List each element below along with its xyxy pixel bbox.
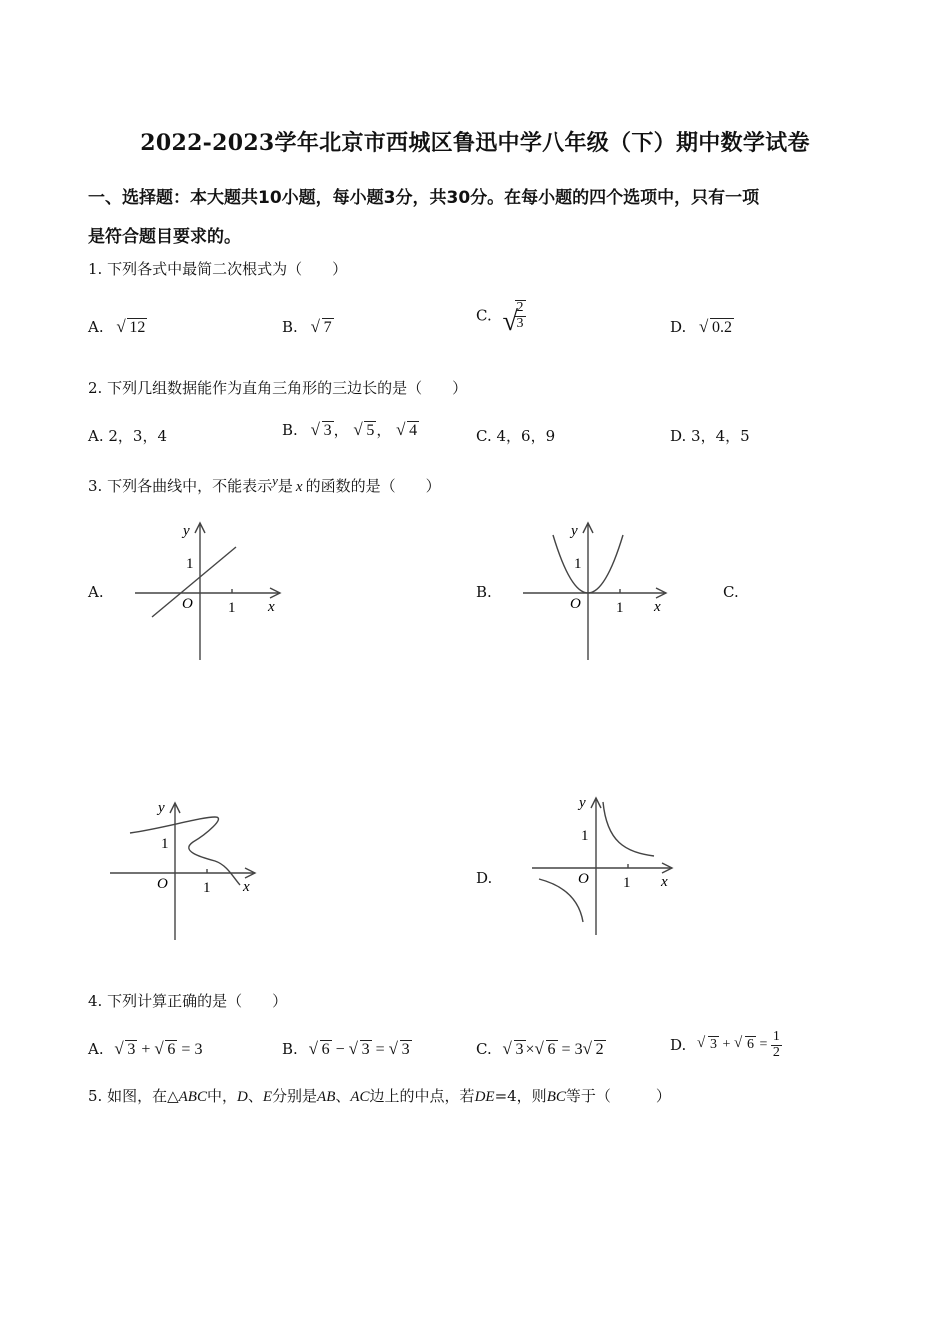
graph-a-line	[130, 515, 290, 665]
tick-label-x-1: 1	[203, 880, 211, 896]
tick-label-y-1: 1	[581, 828, 589, 844]
section-heading-line1: 一、选择题：本大题共10小题，每小题3分，共30分。在每小题的四个选项中，只有一项	[88, 188, 760, 208]
q1-option-d[interactable]	[670, 318, 734, 337]
option-label: A.	[88, 318, 104, 336]
graph-d-hyperbola	[527, 790, 687, 940]
q2-option-d[interactable]	[670, 425, 750, 446]
question-4-stem: 4. 下列计算正确的是（ ）	[88, 992, 288, 1010]
sqrt-expression: √ 3	[310, 420, 332, 439]
option-label: D.	[670, 1036, 687, 1055]
q2-option-b[interactable]: B. √ 3 ， √ 5 ， √ 4	[282, 420, 418, 439]
axis-label-y: y	[183, 523, 190, 539]
q4-option-b[interactable]	[282, 1040, 412, 1059]
axis-label-x: x	[268, 599, 275, 615]
sqrt-expression: √ 12	[116, 317, 146, 336]
tick-label-x-1: 1	[623, 875, 631, 891]
axis-label-x: x	[654, 599, 661, 615]
sqrt-expression: √ 7	[310, 317, 332, 336]
option-text: 2，3，4	[108, 427, 168, 445]
q3-option-b-label[interactable]: B.	[476, 583, 492, 601]
option-label: D.	[670, 318, 687, 336]
q3-option-c-label[interactable]: C.	[723, 583, 739, 601]
option-label: B.	[282, 1040, 298, 1058]
page-title: 2022-2023学年北京市西城区鲁迅中学八年级（下）期中数学试卷	[140, 130, 810, 156]
q1-option-a[interactable]	[88, 318, 147, 337]
sqrt-expression: √ 4	[396, 420, 418, 439]
option-label: A.	[88, 427, 104, 445]
tick-label-x-1: 1	[616, 600, 624, 616]
origin-label: O	[570, 596, 581, 612]
q3-option-a-label[interactable]: A.	[88, 583, 104, 601]
axis-label-y: y	[158, 800, 165, 816]
option-label: B.	[282, 421, 298, 439]
q4-option-c[interactable]	[476, 1040, 606, 1059]
section-heading-line2: 是符合题目要求的。	[88, 227, 241, 247]
option-label: C.	[476, 427, 492, 445]
math-expression: √ 3 × √ 6 = 3 √ 2	[502, 1039, 604, 1058]
origin-label: O	[578, 871, 589, 887]
question-5-stem: 5. 如图，在△ABC中，D、E分别是AB、AC边上的中点，若DE=4，则BC等于（ ）	[88, 1087, 671, 1105]
q4-option-a[interactable]	[88, 1040, 202, 1059]
q2-option-c[interactable]	[476, 425, 555, 446]
question-1-stem: 1. 下列各式中最简二次根式为（ ）	[88, 260, 348, 278]
axis-label-y: y	[579, 795, 586, 811]
question-2-stem: 2. 下列几组数据能作为直角三角形的三边长的是（ ）	[88, 379, 468, 397]
option-text: 3，4，5	[691, 427, 750, 445]
origin-label: O	[157, 876, 168, 892]
q1-option-c[interactable]	[476, 300, 526, 337]
q1-option-b[interactable]	[282, 318, 334, 337]
graph-b-parabola	[518, 515, 678, 665]
q3-option-d-label[interactable]: D.	[476, 869, 493, 887]
question-3-stem: 3. 下列各曲线中，不能表示y是 x 的函数的是（ ）	[88, 473, 441, 495]
option-label: D.	[670, 427, 687, 445]
option-label: A.	[88, 1040, 104, 1058]
tick-label-x-1: 1	[228, 600, 236, 616]
graph-c-curve	[105, 795, 265, 945]
tick-label-y-1: 1	[186, 556, 194, 572]
axis-label-x: x	[661, 874, 668, 890]
sqrt-fraction: √ $\frac{2}{3}$	[502, 300, 524, 337]
axis-label-x: x	[243, 879, 250, 895]
math-expression: √ 6 − √ 3 = √ 3	[308, 1039, 410, 1058]
math-expression: √ 3 + √ 6 = $\frac{1}{2}$	[697, 1029, 780, 1060]
origin-label: O	[182, 596, 193, 612]
tick-label-y-1: 1	[574, 556, 582, 572]
option-label: C.	[476, 306, 492, 325]
math-expression: √ 3 + √ 6 = 3	[114, 1039, 203, 1058]
sqrt-expression: √ 5	[353, 420, 375, 439]
option-label: C.	[476, 1040, 492, 1058]
option-label: B.	[282, 318, 298, 336]
axis-label-y: y	[571, 523, 578, 539]
tick-label-y-1: 1	[161, 836, 169, 852]
q4-option-d[interactable]	[670, 1030, 782, 1060]
sqrt-expression: √ 0.2	[699, 317, 733, 336]
q2-option-a[interactable]	[88, 425, 167, 446]
option-text: 4，6，9	[496, 427, 556, 445]
